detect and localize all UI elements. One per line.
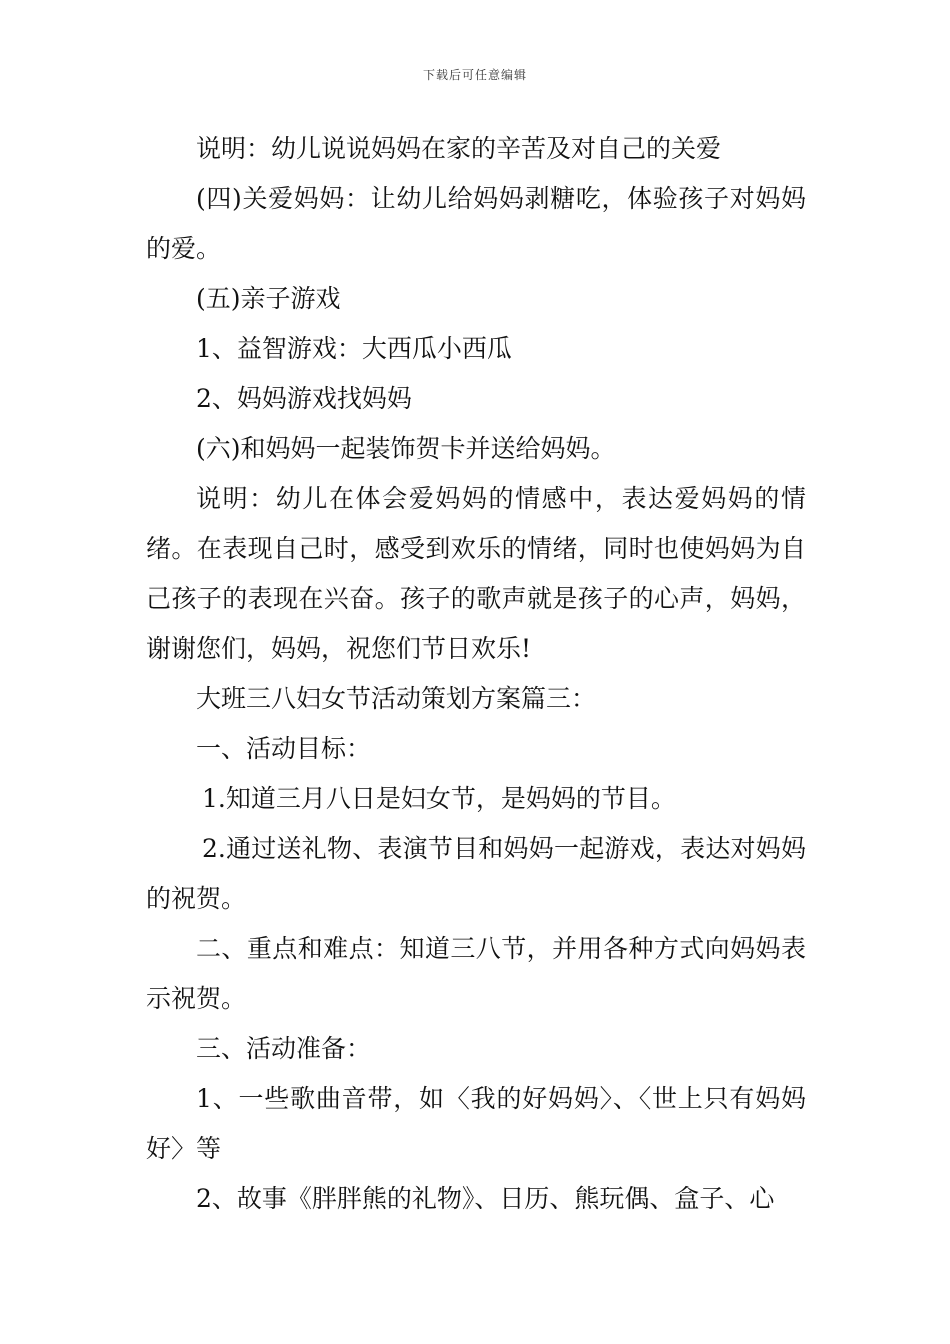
page-header: 下载后可任意编辑 [422,68,527,82]
paragraph: (六)和妈妈一起装饰贺卡并送给妈妈。 [196,434,616,463]
section-title: 大班三八妇女节活动策划方案篇三： [196,684,597,713]
paragraph: 1、益智游戏：大西瓜小西瓜 [196,334,512,363]
paragraph: (五)亲子游戏 [196,284,341,313]
paragraph: 2、妈妈游戏找妈妈 [196,384,412,413]
paragraph: 三、活动准备： [196,1034,372,1063]
document-body [146,124,806,1224]
paragraph: 2、故事《胖胖熊的礼物》、日历、熊玩偶、盒子、心 [196,1184,775,1213]
paragraph: (四)关爱妈妈：让幼儿给妈妈剥糖吃，体验孩子对妈妈的爱。 [146,184,806,263]
paragraph: 1、一些歌曲音带，如〈我的好妈妈〉、〈世上只有妈妈好〉等 [146,1084,806,1163]
paragraph: 说明：幼儿说说妈妈在家的辛苦及对自己的关爱 [196,134,722,163]
paragraph: 1.知道三月八日是妇女节，是妈妈的节目。 [202,784,676,813]
paragraph: 二、重点和难点：知道三八节，并用各种方式向妈妈表示祝贺。 [146,934,806,1013]
paragraph: 说明：幼儿在体会爱妈妈的情感中，表达爱妈妈的情绪。在表现自己时，感受到欢乐的情绪，同时也使妈妈为自己孩子的表现在兴奋。孩子的歌声就是孩子的心声，妈妈，谢谢您们，妈妈，祝您们节日欢乐! [146,484,806,663]
paragraph: 一、活动目标： [196,734,372,763]
paragraph: 2.通过送礼物、表演节目和妈妈一起游戏，表达对妈妈的祝贺。 [146,834,806,913]
